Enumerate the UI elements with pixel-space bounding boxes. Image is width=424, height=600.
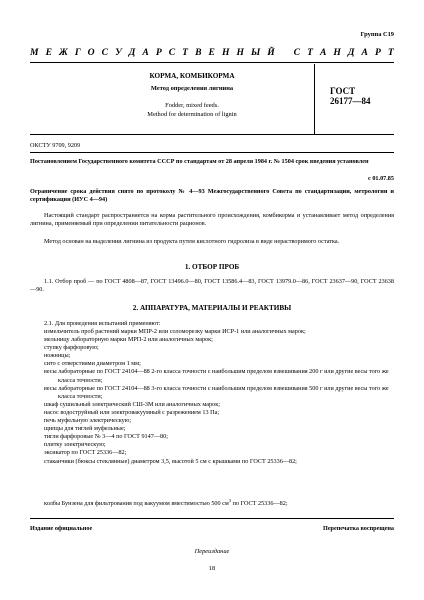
unit-superscript: 3 xyxy=(228,498,232,503)
decree-text: Постановлением Государственного комитета СССР по стандартам от 28 апреля 1984 г. № 1504 срок введения установлен xyxy=(30,158,369,165)
limit-text: Ограничение срока действия снято по протоколу № 4—93 Межгосударственного Совета по стандартизации, метрологии и сертификации (ИУС 4—94) xyxy=(30,188,394,204)
list-item: ножницы; xyxy=(44,352,71,360)
banner-letter: А xyxy=(142,47,149,58)
list-item: сито с отверстиями диаметром 1 мм; xyxy=(44,360,141,368)
banner-letter: У xyxy=(115,47,122,58)
banner-letter: Р xyxy=(374,47,381,58)
list-item: печь муфельную электрическую; xyxy=(44,417,132,425)
banner-letter: С xyxy=(101,47,109,58)
method-title-ru: Метод определения лигнина xyxy=(150,85,234,92)
reprint-forbidden: Перепечатка воспрещена xyxy=(323,525,394,532)
banner-letter: Т xyxy=(307,47,313,58)
banner-letter: Й xyxy=(267,47,275,58)
last-item-text: колбы Бунзена для фильтрования под вакуумом вместимостью 500 см xyxy=(44,500,229,508)
okstu-code: ОКСТУ 9709, 9209 xyxy=(30,142,81,149)
list-item: тигли фарфоровые № 3—4 по ГОСТ 9147—80; xyxy=(44,433,168,441)
banner-letter: Г xyxy=(74,47,81,58)
document-title: КОРМА, КОМБИКОРМА xyxy=(149,72,235,80)
banner-letter: М xyxy=(30,47,39,58)
banner-letter: В xyxy=(195,47,202,58)
list-item: плитку электрическую; xyxy=(44,441,106,449)
title-block xyxy=(82,72,302,119)
gost-designation xyxy=(330,86,371,106)
list-item: шкаф сушильный электрический СШ-3М или аналогичных марок; xyxy=(44,400,220,408)
banner-letter xyxy=(282,47,287,58)
banner-letter: Д xyxy=(128,47,136,58)
page-number: 18 xyxy=(208,565,216,572)
banner-letter: Д xyxy=(347,47,355,58)
standard-banner xyxy=(30,47,394,58)
gost-label: ГОСТ xyxy=(330,86,356,96)
intro-paragraph-2: Метод основан на выделении лигнина из продукта путем кислотного гидролиза в виде нерастворимого остатка. xyxy=(44,238,340,245)
banner-letter: Т xyxy=(182,47,189,58)
list-item: стаканчики (бюксы стеклянные) диаметром 3,5, высотой 5 см с крышками по ГОСТ 25336—82; xyxy=(44,457,297,465)
method-title-en xyxy=(82,102,302,119)
reprint-note: Переиздание xyxy=(194,548,230,555)
banner-letter: Р xyxy=(155,47,162,58)
en-title-line-2: Method for determination of lignin xyxy=(147,110,237,118)
banner-letter: А xyxy=(361,47,368,58)
list-item: измельчитель проб растений марки МПР-2 или соломорезку марки ИСР-1 или аналогичных марок; xyxy=(44,328,306,335)
en-title-line-1: Fodder, mixed feeds. xyxy=(165,102,219,109)
gost-number: 26177—84 xyxy=(330,96,371,106)
banner-letter: Н xyxy=(333,47,341,58)
list-item: щипцы для тиглей муфельные; xyxy=(44,425,126,433)
official-edition: Издание официальное xyxy=(30,525,93,532)
effective-date: с 01.07.85 xyxy=(368,175,394,182)
banner-letter: Т xyxy=(387,47,394,58)
group-code: Группа С19 xyxy=(360,31,394,38)
section-2-heading: 2. АППАРАТУРА, МАТЕРИАЛЫ И РЕАКТИВЫ xyxy=(132,304,292,312)
banner-letter: Ы xyxy=(250,47,261,58)
section-2-lead: 2.1. Для проведения испытаний применяют: xyxy=(44,320,161,327)
list-item: эксикатор по ГОСТ 25336—82; xyxy=(44,449,127,457)
banner-letter: О xyxy=(87,47,95,58)
top-rule xyxy=(30,62,394,63)
banner-letter: А xyxy=(319,47,327,58)
equipment-list xyxy=(44,328,394,466)
list-item: мельницу лабораторную марки МРП-2 или аналогичных марок; xyxy=(44,336,213,344)
okstu-rule xyxy=(30,152,394,153)
last-item-suffix: по ГОСТ 25336—82; xyxy=(231,500,288,508)
banner-letter: Е xyxy=(45,47,52,58)
footer-rule xyxy=(30,518,394,519)
banner-letter: Н xyxy=(236,47,244,58)
section-1-text: 1.1. Отбор проб — по ГОСТ 4808—87, ГОСТ 13496.0—80, ГОСТ 13586.4—83, ГОСТ 13979.0—86, ГОСТ 23637—90, ГОСТ 23638—90. xyxy=(30,278,394,294)
banner-letter: Ж xyxy=(59,47,68,58)
equipment-last-item xyxy=(44,497,394,508)
banner-letter: С xyxy=(168,47,176,58)
banner-letter: Н xyxy=(221,47,230,58)
list-item: весы лабораторные по ГОСТ 24104—88 3-го класса точности с наибольшим пределом взвешивания 500 г или другие весы того же класса точности; xyxy=(44,384,389,400)
title-bottom-rule xyxy=(30,134,394,135)
section-1-heading: 1. ОТБОР ПРОБ xyxy=(184,263,240,271)
title-divider xyxy=(314,64,315,134)
banner-letter: Е xyxy=(208,47,215,58)
list-item: насос водоструйный или электровакуумный с разрежением 13 Па; xyxy=(44,408,220,416)
intro-paragraph-1: Настоящий стандарт распространяется на корма растительного происхождения, комбикорма и устанавливает метод определения лигнина, применяемый при определении питательности рационов. xyxy=(30,212,394,228)
list-item: ступку фарфоровую; xyxy=(44,344,99,352)
banner-letter: С xyxy=(293,47,301,58)
list-item: весы лабораторные по ГОСТ 24104—88 2-го класса точности с наибольшим пределом взвешивания 200 г или другие весы того же класса точности; xyxy=(44,368,389,384)
